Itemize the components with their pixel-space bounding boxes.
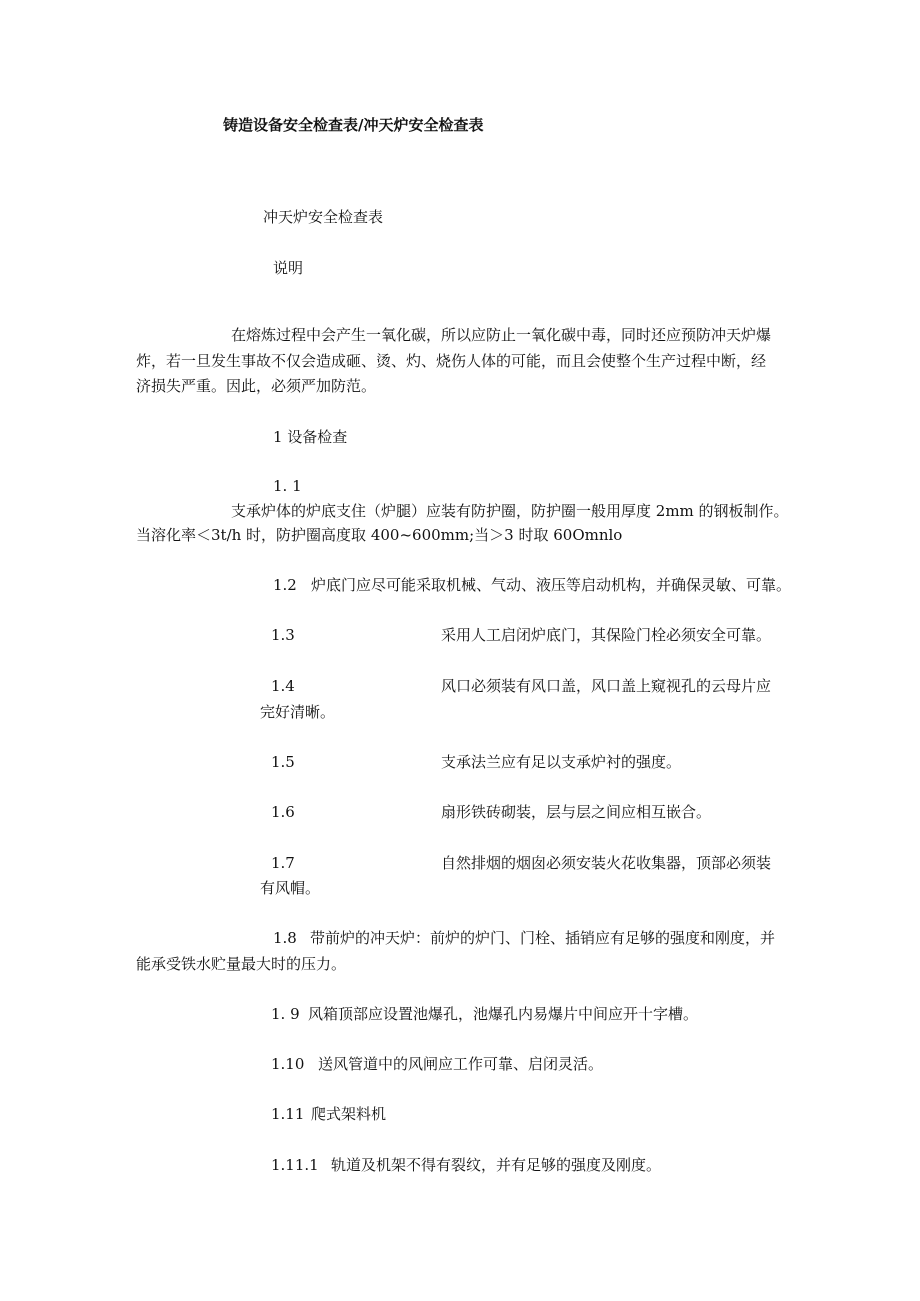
item-number: 1. 9	[271, 1005, 300, 1023]
item-text: 自然排烟的烟囱必须安装火花收集器，顶部必须装	[441, 854, 772, 872]
main-title: 铸造设备安全检查表/冲天炉安全检查表	[223, 116, 484, 134]
intro-line: 济损失严重。因此，必须严加防范。	[136, 377, 377, 395]
item-text: 有风帽。	[260, 879, 321, 897]
item-number: 1.11	[271, 1105, 305, 1123]
subtitle: 冲天炉安全检查表	[263, 208, 384, 226]
item-text: 扇形铁砖砌装，层与层之间应相互嵌合。	[441, 803, 712, 821]
intro-line: 在熔炼过程中会产生一氧化碳，所以应防止一氧化碳中毒，同时还应预防冲天炉爆	[231, 326, 772, 344]
item-text: 风口必须装有风口盖，风口盖上窥视孔的云母片应	[441, 677, 772, 695]
item-number: 1.5	[271, 753, 295, 771]
item-text: 爬式架料机	[311, 1105, 387, 1123]
item-number: 1.3	[271, 626, 295, 644]
item-text: 完好清晰。	[260, 703, 336, 721]
item-number: 1.8	[273, 929, 297, 947]
item-number: 1.10	[271, 1055, 305, 1073]
item-number: 1.7	[271, 854, 295, 872]
item-text: 当溶化率＜3t/h 时，防护圈高度取 400~600mm;当＞3 时取 60Omnlo	[136, 526, 623, 544]
item-text: 送风管道中的风闸应工作可靠、启闭灵活。	[318, 1055, 604, 1073]
item-number: 1.11.1	[271, 1156, 319, 1174]
item-text: 支承法兰应有足以支承炉衬的强度。	[441, 753, 682, 771]
item-text: 支承炉体的炉底支住（炉腿）应装有防护圈，防护圈一般用厚度 2mm 的钢板制作。	[231, 502, 789, 520]
section-heading: 1 设备检查	[273, 428, 348, 446]
item-number: 1. 1	[273, 477, 302, 495]
item-text: 炉底门应尽可能采取机械、气动、液压等启动机构，并确保灵敏、可靠。	[311, 576, 792, 594]
item-number: 1.2	[273, 576, 297, 594]
item-text: 能承受铁水贮量最大时的压力。	[136, 955, 347, 973]
explanation-heading: 说明	[273, 259, 304, 277]
item-number: 1.4	[271, 677, 295, 695]
item-text: 轨道及机架不得有裂纹，并有足够的强度及刚度。	[331, 1156, 662, 1174]
intro-line: 炸，若一旦发生事故不仅会造成砸、烫、灼、烧伤人体的可能，而且会使整个生产过程中断，经	[136, 352, 767, 370]
item-text: 带前炉的冲天炉：前炉的炉门、门栓、插销应有足够的强度和刚度，并	[310, 929, 776, 947]
item-number: 1.6	[271, 803, 295, 821]
item-text: 采用人工启闭炉底门，其保险门栓必须安全可靠。	[441, 626, 772, 644]
item-text: 风箱顶部应设置池爆孔，池爆孔内易爆片中间应开十字槽。	[308, 1005, 699, 1023]
